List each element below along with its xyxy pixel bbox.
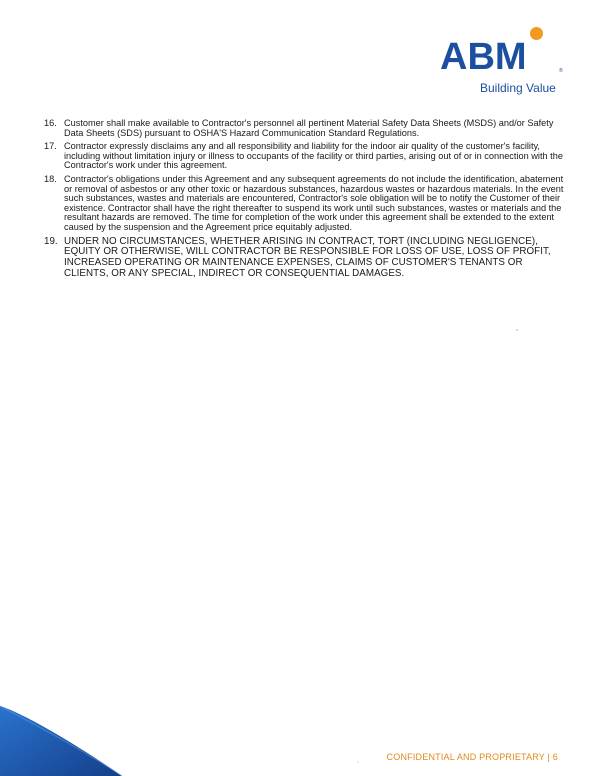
clause-list xyxy=(44,119,564,284)
logo-orange-dot-icon xyxy=(530,27,543,40)
abm-logo xyxy=(438,26,568,96)
clause-text: Contractor's obligations under this Agreement and any subsequent agreements do not include the identification, abatement or removal of asbestos or any other toxic or hazardous substances, hazardous wastes or hazardous materials. In the event such substances, wastes and materials are encountered, Contractor's sole obligation will be to notify the Customer of their existence. Contractor shall have the right thereafter to suspend its work until such substances, wastes or materials and the resultant hazards are removed. The time for completion of the work under this agreement shall be extended to the extent caused by the suspension and the Agreement price equitably adjusted. xyxy=(64,173,564,232)
logo-tagline: Building Value xyxy=(480,81,556,95)
corner-swoosh-decoration xyxy=(0,700,130,776)
clause-number: 17. xyxy=(44,141,57,152)
clause-text: Customer shall make available to Contractor's personnel all pertinent Material Safety Data Sheets (MSDS) and/or Safety Data Sheets (SDS) pursuant to OSHA'S Hazard Communication Standard Regulations. xyxy=(64,118,554,138)
clause-number: 16. xyxy=(44,118,57,128)
clause-17 xyxy=(44,142,564,171)
clause-16 xyxy=(44,119,564,138)
clause-text: Contractor expressly disclaims any and all responsibility and liability for the indoor air quality of the customer's facility, including without limitation injury or illness to occupants of the facility or third parties, arising out of or in connection with the Contractor's work under this agreement. xyxy=(64,141,563,171)
clause-18 xyxy=(44,175,564,233)
clause-19 xyxy=(44,237,564,280)
logo-wordmark: ABM xyxy=(440,36,527,78)
clause-text: UNDER NO CIRCUMSTANCES, WHETHER ARISING IN CONTRACT, TORT (INCLUDING NEGLIGENCE), EQUITY OR OTHERWISE, WILL CONTRACTOR BE RESPONSIBLE FOR LOSS OF USE, LOSS OF PROFIT, INCREASED OPERATING OR MAINTENANCE EXPENSES, CLAIMS OF CUSTOMER'S TENANTS OR CLIENTS, OR ANY SPECIAL, INDIRECT OR CONSEQUENTIAL DAMAGES. xyxy=(64,235,551,279)
clause-number: 18. xyxy=(44,173,57,184)
clause-number: 19. xyxy=(44,235,58,247)
footer-confidential-label: CONFIDENTIAL AND PROPRIETARY | 6 xyxy=(386,752,558,762)
registered-mark: ® xyxy=(559,68,563,74)
